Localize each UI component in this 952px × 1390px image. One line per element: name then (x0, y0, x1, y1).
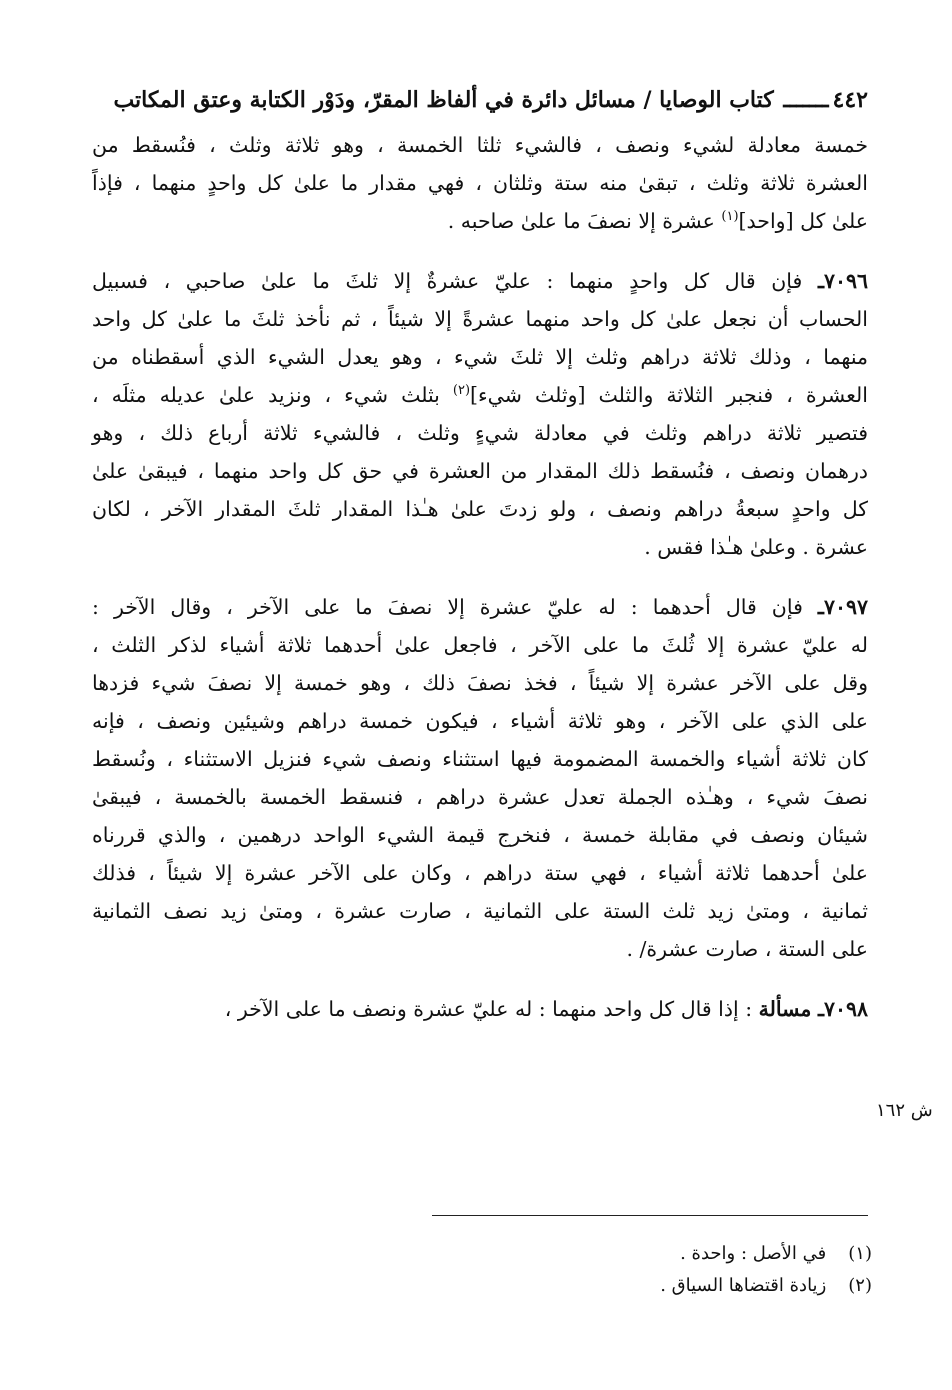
footnote-ref-1[interactable]: (١) (721, 209, 739, 225)
paragraph-7097 (92, 588, 868, 968)
page-number: ٤٤٢ (832, 87, 868, 113)
text-line: درهمان ونصف ، فنُسقط ذلك المقدار من العشرة في حق كل واحد منهما ، فيبقىٰ علىٰ (92, 459, 868, 483)
issue-number: ٧٠٩٦ـ (817, 269, 868, 293)
text-line: ثمانية ، ومتىٰ زيد ثلث الستة على الثمانية ، صارت عشرة ، ومتىٰ زيد نصف الثمانية (92, 899, 868, 923)
issue-keyword: مسألة (758, 997, 812, 1021)
text-line: فتصير ثلاثة دراهم وثلث في معادلة شيءٍ وثلث ، فالشيء ثلاثة أرباع ذلك ، وهو (92, 421, 868, 445)
paragraph-7096 (92, 262, 868, 566)
text-line: وقل على الآخر عشرة إلا شيئاً ، فخذ نصفَ ذلك ، وهو خمسة إلا نصفَ شيء فزدها (92, 671, 868, 695)
footnote-text: في الأصل : واحدة . (680, 1243, 827, 1264)
margin-folio-note: ش ١٦٢ (876, 1100, 933, 1121)
text-line: منهما ، وذلك ثلاثة دراهم وثلث إلا ثلثَ شيء ، وهو يعدل الشيء الذي أسقطناه من (92, 345, 868, 369)
header-dash: ـــــــ (783, 87, 829, 113)
text-line: كان ثلاثة أشياء والخمسة المضمومة فيها استثناء ونصف شيء فنزيل الاستثناء ، ونُسقط (92, 747, 868, 771)
footnotes (272, 1238, 872, 1302)
main-text (92, 126, 868, 1050)
footnote-2 (272, 1270, 872, 1302)
text-line: الحساب أن نجعل علىٰ كل واحد منهما عشرةً إلا شيئاً ، ثم نأخذ ثلثَ ما علىٰ كل واحد (92, 307, 868, 331)
text-line: خمسة معادلة لشيء ونصف ، فالشيء ثلثا الخمسة ، وهو ثلاثة وثلث ، فنُسقط من (92, 133, 868, 157)
text-fragment: العشرة ، فنجبر الثلاثة والثلث [وثلث شيء] (470, 383, 868, 407)
text-line: عشرة . وعلىٰ هـٰذا فقس . (644, 535, 868, 559)
footnote-number: (٢) (848, 1275, 872, 1296)
text-line: العشرة ثلاثة وثلث ، تبقىٰ منه ستة وثلثان ، فهي مقدار ما علىٰ كل واحدٍ منهما ، فإذاً (92, 171, 868, 195)
text-line (92, 376, 868, 414)
text-line (92, 588, 868, 626)
text-fragment: : إذا قال كل واحد منهما : له عليّ عشرة ونصف ما على الآخر ، (224, 997, 753, 1021)
text-line: نصفَ شيء ، وهـٰذه الجملة تعدل عشرة دراهم ، فنسقط الخمسة بالخمسة ، فيبقىٰ (92, 785, 868, 809)
footnote-text: زيادة اقتضاها السياق . (660, 1275, 827, 1296)
running-header (92, 82, 868, 118)
text-line: علىٰ أحدهما ثلاثة أشياء ، فهي ستة دراهم ، وكان على الآخر عشرة إلا شيئاً ، فذلك (92, 861, 868, 885)
paragraph-7098 (92, 990, 868, 1028)
footnote-number: (١) (848, 1243, 872, 1264)
footnote-ref-2[interactable]: (٢) (452, 383, 471, 399)
text-fragment: عشرة إلا نصفَ ما علىٰ صاحبه . (447, 209, 715, 233)
text-fragment: فإن قال كل واحدٍ منهما : عليّ عشرةٌ إلا ثلثَ ما علىٰ صاحبي ، فسبيل (92, 269, 803, 293)
text-fragment: بثلث شيء ، ونزيد علىٰ عديله مثلَه ، (92, 383, 440, 407)
text-fragment: علىٰ كل [واحد] (738, 209, 868, 233)
text-fragment: فإن قال أحدهما : له عليّ عشرة إلا نصفَ ما على الآخر ، وقال الآخر : (92, 595, 803, 619)
text-line (92, 202, 868, 240)
text-line (92, 990, 868, 1028)
text-line (92, 262, 868, 300)
text-line: على الستة ، صارت عشرة/ . (626, 937, 868, 961)
issue-number: ٧٠٩٨ـ (817, 997, 868, 1021)
text-line: شيئان ونصف في مقابلة خمسة ، فنخرج قيمة الشيء الواحد درهمين ، والذي قررناه (92, 823, 868, 847)
paragraph-1 (92, 126, 868, 240)
header-title: كتاب الوصايا / مسائل دائرة في ألفاظ المقرّ، ودَوْر الكتابة وعتق المكاتب (113, 87, 774, 113)
footnote-divider (432, 1215, 868, 1216)
footnote-1 (272, 1238, 872, 1270)
text-line: له عليّ عشرة إلا ثُلثَ ما على الآخر ، فاجعل علىٰ أحدهما ثلاثة أشياء لذكر الثلث ، (92, 633, 868, 657)
issue-number: ٧٠٩٧ـ (817, 595, 868, 619)
text-line: كل واحدٍ سبعةُ دراهم ونصف ، ولو زدتَ علىٰ هـٰذا المقدار ثلثَ المقدار الآخر ، لكان (92, 497, 868, 521)
text-line: على الذي على الآخر ، وهو ثلاثة أشياء ، فيكون خمسة دراهم وشيئين ونصف ، فإنه (92, 709, 868, 733)
